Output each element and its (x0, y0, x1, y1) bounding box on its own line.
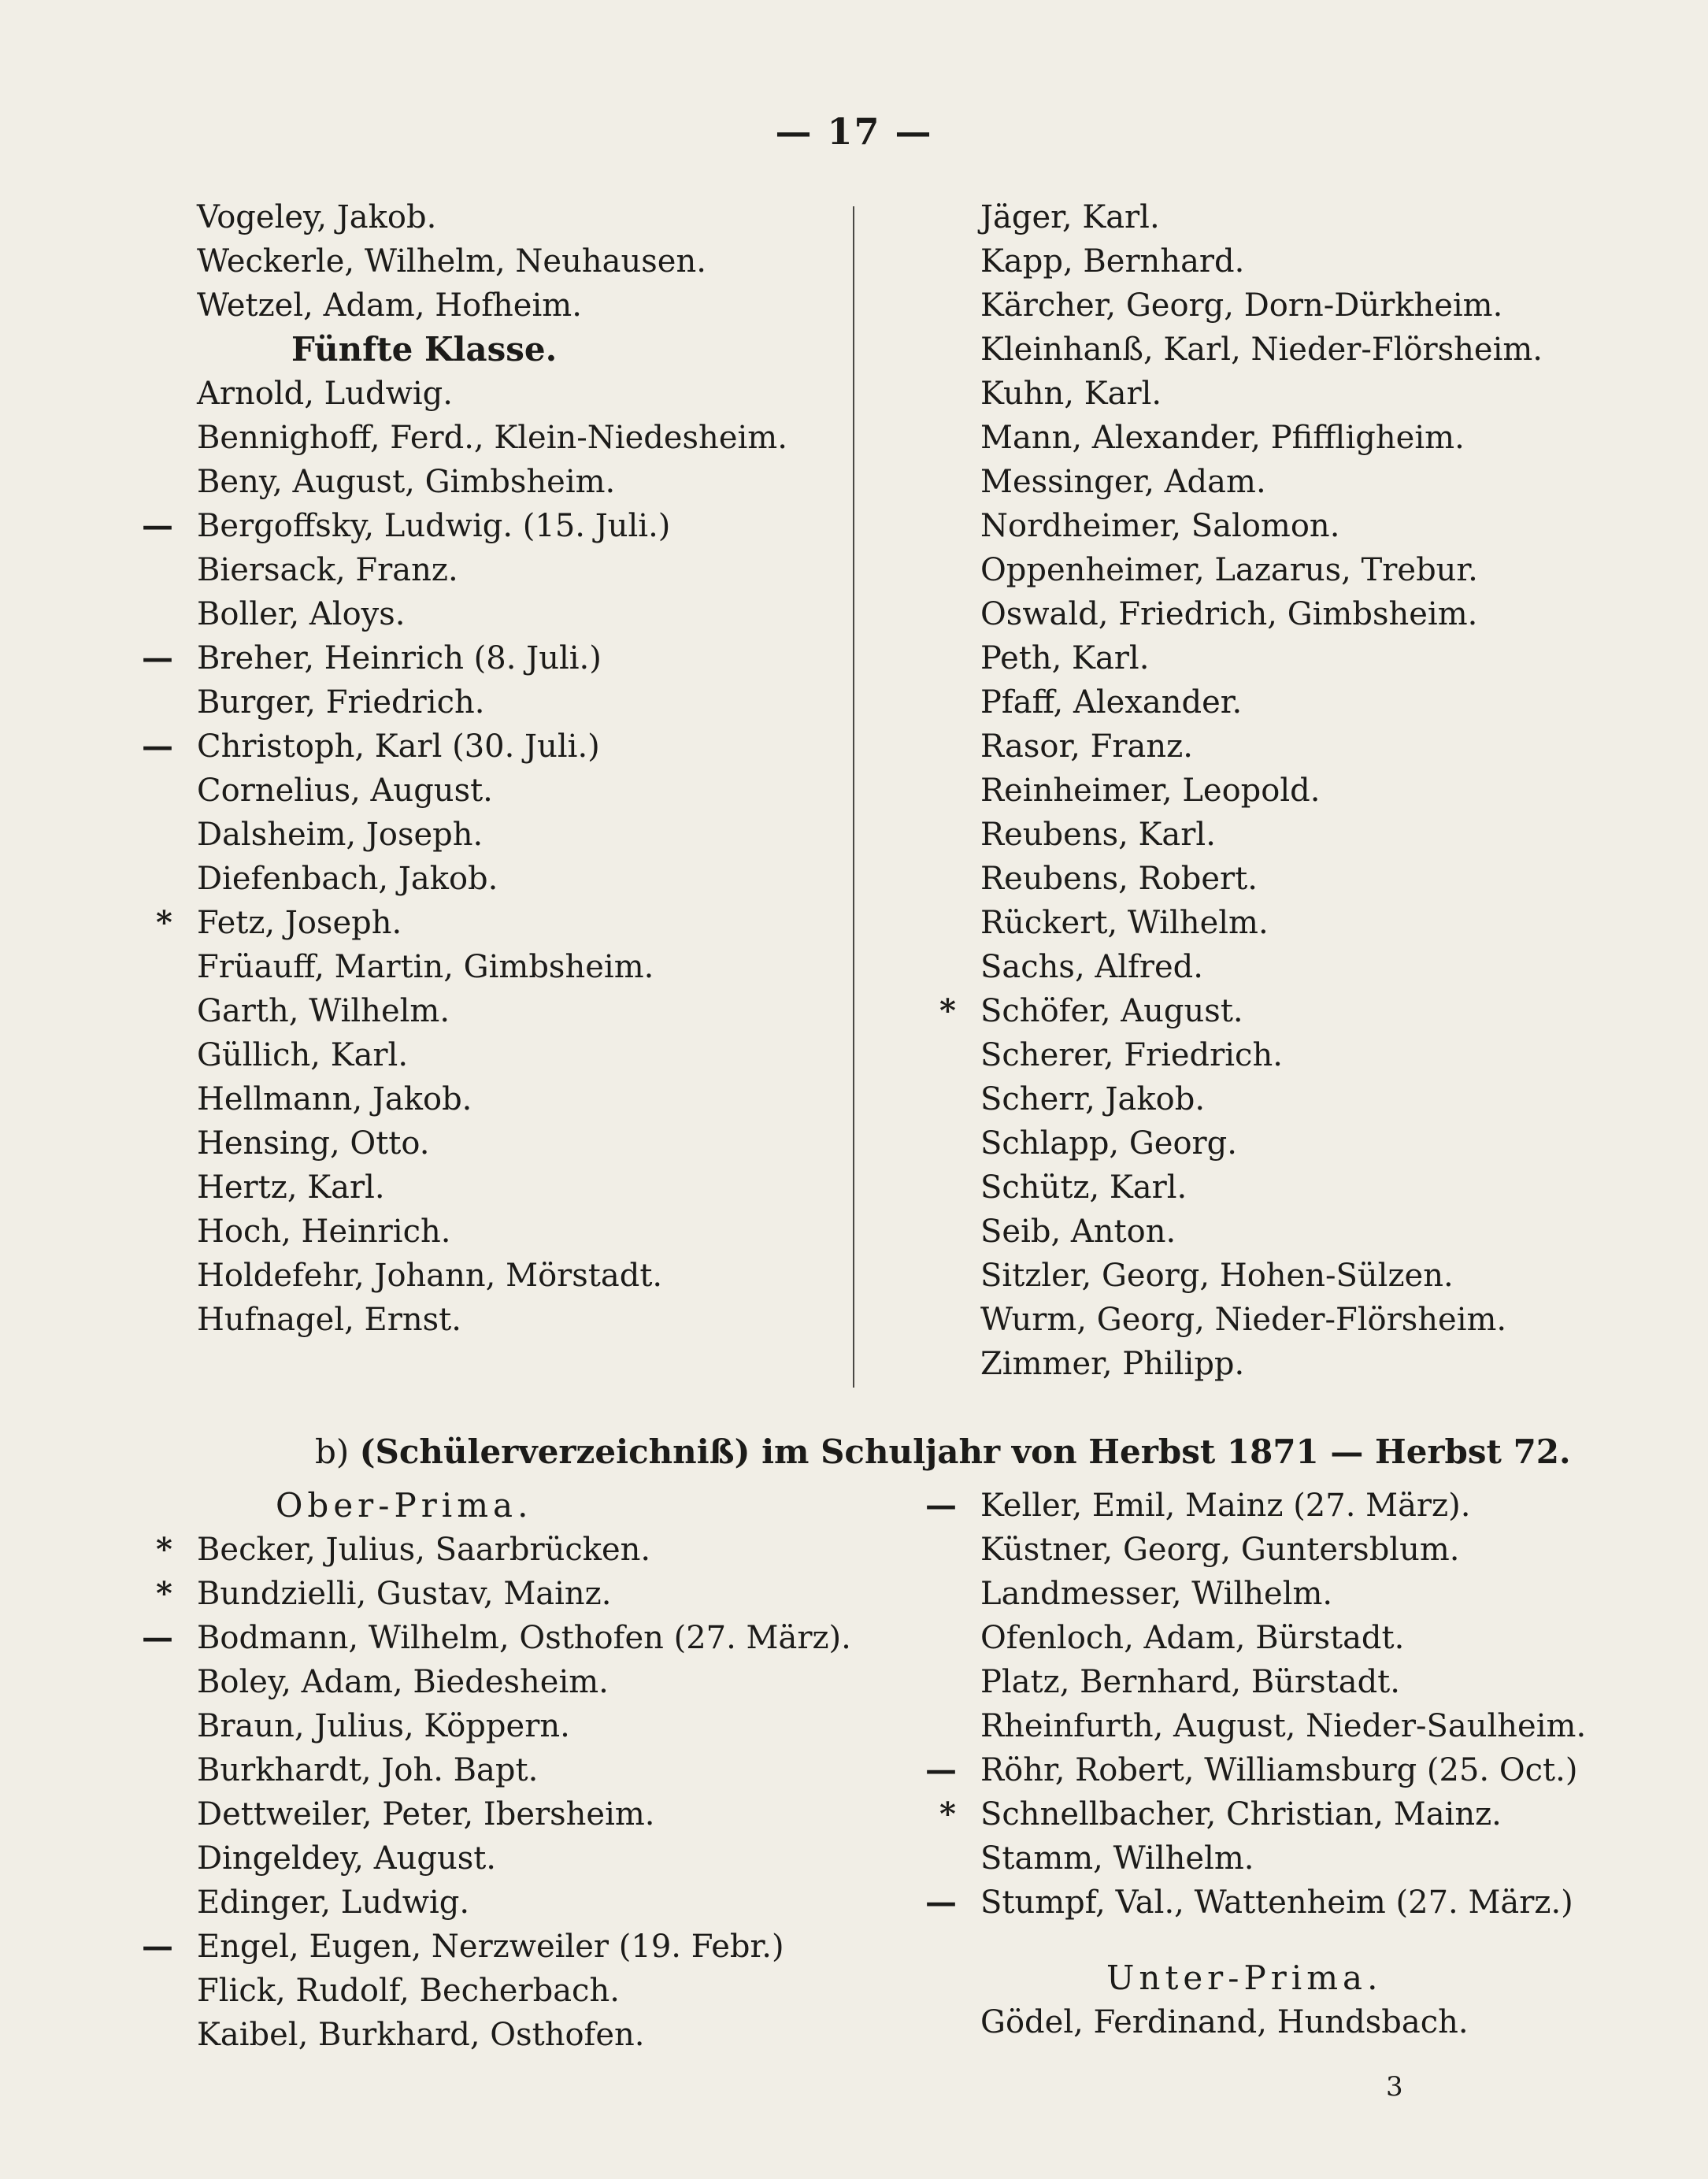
student-name: Hufnagel, Ernst. (197, 1302, 461, 1338)
student-entry (980, 1298, 1673, 1342)
student-entry (980, 1254, 1673, 1298)
student-name: Bergoffsky, Ludwig. (15. Juli.) (197, 508, 671, 544)
student-name: Schöfer, August. (980, 993, 1243, 1029)
student-name: Becker, Julius, Saarbrücken. (197, 1532, 651, 1568)
column-bottom-left (142, 1484, 851, 2057)
student-entry (980, 1572, 1673, 1616)
student-name: Wurm, Georg, Nieder-Flörsheim. (980, 1302, 1507, 1338)
section-b-header (315, 1429, 1571, 1476)
student-name: Kapp, Bernhard. (980, 243, 1245, 280)
student-entry (197, 1969, 827, 2013)
asterisk-mark: * (939, 1795, 956, 1833)
student-entry (197, 857, 827, 901)
student-entry (197, 548, 827, 592)
student-entry (197, 460, 827, 504)
student-entry (980, 592, 1673, 636)
student-name: Flick, Rudolf, Becherbach. (197, 1973, 620, 2009)
student-name: Beny, August, Gimbsheim. (197, 464, 616, 500)
student-entry (925, 1484, 1673, 1528)
student-entry (980, 1033, 1673, 1077)
student-name: Breher, Heinrich (8. Juli.) (197, 640, 602, 676)
column-top-left (142, 195, 827, 1342)
student-name: Früauff, Martin, Gimbsheim. (197, 949, 654, 985)
student-entry (197, 2013, 827, 2057)
student-name: Schlapp, Georg. (980, 1125, 1237, 1162)
dash-mark: — (142, 507, 173, 544)
student-name: Arnold, Ludwig. (197, 376, 453, 412)
page-number: — 17 — (775, 110, 933, 153)
student-entry (197, 813, 827, 857)
student-name: Sachs, Alfred. (980, 949, 1203, 985)
student-entry (197, 416, 827, 460)
student-entry (156, 1572, 827, 1616)
student-name: Hoch, Heinrich. (197, 1214, 451, 1250)
student-name: Garth, Wilhelm. (197, 993, 450, 1029)
student-name: Cornelius, August. (197, 773, 493, 809)
student-name: Braun, Julius, Köppern. (197, 1708, 570, 1744)
student-entry (939, 989, 1673, 1033)
student-entry (142, 504, 827, 548)
student-entry (939, 1792, 1673, 1836)
student-entry (197, 1660, 827, 1704)
student-entry (197, 372, 827, 416)
student-entry (197, 1254, 827, 1298)
class-heading (197, 328, 827, 372)
student-name: Kaibel, Burkhard, Osthofen. (197, 2017, 645, 2053)
dash-mark: — (925, 1751, 957, 1788)
student-entry (142, 1616, 851, 1660)
student-entry (980, 1342, 1673, 1386)
student-entry (980, 636, 1673, 680)
student-name: Biersack, Franz. (197, 552, 458, 588)
student-entry (197, 1077, 827, 1121)
class-heading-text: Ober-Prima. (276, 1486, 533, 1525)
signature-mark: 3 (1386, 2071, 1403, 2103)
student-name: Stumpf, Val., Wattenheim (27. März.) (980, 1884, 1573, 1921)
student-entry (197, 1165, 827, 1210)
student-entry (980, 724, 1673, 769)
student-entry (156, 1528, 827, 1572)
student-entry (925, 1748, 1673, 1792)
student-entry (980, 857, 1673, 901)
student-entry (197, 1836, 827, 1881)
student-entry (980, 1616, 1673, 1660)
dash-mark: — (142, 639, 173, 676)
student-name: Christoph, Karl (30. Juli.) (197, 728, 600, 765)
student-name: Röhr, Robert, Williamsburg (25. Oct.) (980, 1752, 1578, 1788)
student-entry (980, 1836, 1673, 1881)
student-name: Dalsheim, Joseph. (197, 817, 484, 853)
student-name: Fetz, Joseph. (197, 905, 402, 941)
student-name: Scherr, Jakob. (980, 1081, 1206, 1117)
student-entry (197, 283, 827, 328)
asterisk-mark: * (156, 1531, 172, 1568)
student-name: Reinheimer, Leopold. (980, 773, 1321, 809)
student-name: Platz, Bernhard, Bürstadt. (980, 1664, 1400, 1700)
student-entry (980, 680, 1673, 724)
student-name: Güllich, Karl. (197, 1037, 409, 1073)
student-entry (925, 1881, 1673, 1925)
student-name: Wetzel, Adam, Hofheim. (197, 287, 582, 324)
student-name: Holdefehr, Johann, Mörstadt. (197, 1258, 663, 1294)
student-name: Bennighoff, Ferd., Klein-Niedesheim. (197, 420, 787, 456)
student-name: Boller, Aloys. (197, 596, 406, 632)
student-name: Schnellbacher, Christian, Mainz. (980, 1796, 1502, 1833)
student-name: Kleinhanß, Karl, Nieder-Flörsheim. (980, 332, 1543, 368)
student-name: Messinger, Adam. (980, 464, 1266, 500)
dash-mark: — (142, 1619, 173, 1656)
student-name: Rasor, Franz. (980, 728, 1193, 765)
student-name: Hertz, Karl. (197, 1169, 385, 1206)
student-name: Jäger, Karl. (980, 199, 1160, 235)
student-entry (980, 1165, 1673, 1210)
column-bottom-right (925, 1484, 1673, 2044)
student-entry (197, 1704, 827, 1748)
student-entry (980, 1660, 1673, 1704)
student-name: Hellmann, Jakob. (197, 1081, 472, 1117)
asterisk-mark: * (156, 904, 172, 941)
student-name: Ofenloch, Adam, Bürstadt. (980, 1620, 1405, 1656)
student-name: Zimmer, Philipp. (980, 1346, 1245, 1382)
class-heading-text: Unter-Prima. (1106, 1959, 1383, 1997)
asterisk-mark: * (156, 1575, 172, 1612)
dash-mark: — (925, 1487, 957, 1524)
student-entry (197, 239, 827, 283)
student-name: Weckerle, Wilhelm, Neuhausen. (197, 243, 706, 280)
student-entry (980, 1210, 1673, 1254)
student-entry (197, 1121, 827, 1165)
student-name: Schütz, Karl. (980, 1169, 1187, 1206)
student-name: Boley, Adam, Biedesheim. (197, 1664, 609, 1700)
class-heading (197, 1484, 827, 1528)
student-name: Peth, Karl. (980, 640, 1150, 676)
student-name: Oswald, Friedrich, Gimbsheim. (980, 596, 1478, 632)
student-entry (980, 1077, 1673, 1121)
student-name: Dettweiler, Peter, Ibersheim. (197, 1796, 655, 1833)
student-entry (980, 504, 1673, 548)
student-name: Mann, Alexander, Pfiffligheim. (980, 420, 1465, 456)
student-entry (197, 1881, 827, 1925)
student-name: Oppenheimer, Lazarus, Trebur. (980, 552, 1478, 588)
section-b-label: b) (315, 1432, 350, 1471)
section-b-title: (Schülerverzeichniß) im Schuljahr von Herbst 1871 — Herbst 72. (359, 1432, 1571, 1471)
student-entry (980, 2000, 1673, 2044)
student-name: Diefenbach, Jakob. (197, 861, 498, 897)
student-entry (156, 901, 827, 945)
student-entry (980, 901, 1673, 945)
student-name: Kärcher, Georg, Dorn-Dürkheim. (980, 287, 1503, 324)
student-name: Landmesser, Wilhelm. (980, 1576, 1333, 1612)
column-top-right (939, 195, 1673, 1386)
student-entry (980, 195, 1673, 239)
student-entry (980, 548, 1673, 592)
student-name: Gödel, Ferdinand, Hundsbach. (980, 2004, 1469, 2040)
student-name: Engel, Eugen, Nerzweiler (19. Febr.) (197, 1929, 784, 1965)
student-entry (197, 680, 827, 724)
student-entry (197, 195, 827, 239)
student-name: Keller, Emil, Mainz (27. März). (980, 1488, 1471, 1524)
student-name: Scherer, Friedrich. (980, 1037, 1283, 1073)
student-name: Burger, Friedrich. (197, 684, 485, 721)
student-entry (980, 328, 1673, 372)
student-entry (980, 813, 1673, 857)
student-entry (980, 1528, 1673, 1572)
dash-mark: — (142, 728, 173, 765)
dash-mark: — (925, 1884, 957, 1921)
student-name: Kuhn, Karl. (980, 376, 1162, 412)
student-entry (980, 283, 1673, 328)
student-entry (980, 1121, 1673, 1165)
student-entry (142, 1925, 827, 1969)
student-entry (197, 1298, 827, 1342)
student-entry (142, 636, 827, 680)
column-divider (853, 206, 854, 1388)
student-entry (197, 945, 827, 989)
student-entry (142, 724, 827, 769)
student-entry (197, 989, 827, 1033)
student-entry (197, 1033, 827, 1077)
student-name: Pfaff, Alexander. (980, 684, 1243, 721)
student-name: Küstner, Georg, Guntersblum. (980, 1532, 1460, 1568)
student-name: Reubens, Robert. (980, 861, 1258, 897)
student-entry (980, 1704, 1673, 1748)
spacer (980, 1925, 1673, 1956)
dash-mark: — (142, 1928, 173, 1965)
class-heading-text: Fünfte Klasse. (291, 330, 558, 369)
class-heading (980, 1956, 1673, 2000)
student-entry (980, 416, 1673, 460)
student-entry (980, 945, 1673, 989)
student-name: Edinger, Ludwig. (197, 1884, 470, 1921)
student-name: Vogeley, Jakob. (197, 199, 437, 235)
student-name: Bundzielli, Gustav, Mainz. (197, 1576, 612, 1612)
student-entry (197, 1210, 827, 1254)
student-entry (197, 592, 827, 636)
student-name: Rheinfurth, August, Nieder-Saulheim. (980, 1708, 1587, 1744)
student-name: Reubens, Karl. (980, 817, 1216, 853)
student-entry (197, 1748, 827, 1792)
student-name: Stamm, Wilhelm. (980, 1840, 1254, 1877)
asterisk-mark: * (939, 992, 956, 1029)
student-entry (980, 769, 1673, 813)
student-entry (197, 1792, 827, 1836)
student-entry (197, 769, 827, 813)
student-name: Dingeldey, August. (197, 1840, 497, 1877)
student-name: Hensing, Otto. (197, 1125, 430, 1162)
student-name: Sitzler, Georg, Hohen-Sülzen. (980, 1258, 1454, 1294)
student-entry (980, 239, 1673, 283)
student-name: Rückert, Wilhelm. (980, 905, 1269, 941)
student-name: Bodmann, Wilhelm, Osthofen (27. März). (197, 1620, 851, 1656)
student-entry (980, 372, 1673, 416)
student-name: Nordheimer, Salomon. (980, 508, 1340, 544)
student-name: Seib, Anton. (980, 1214, 1176, 1250)
student-name: Burkhardt, Joh. Bapt. (197, 1752, 539, 1788)
student-entry (980, 460, 1673, 504)
